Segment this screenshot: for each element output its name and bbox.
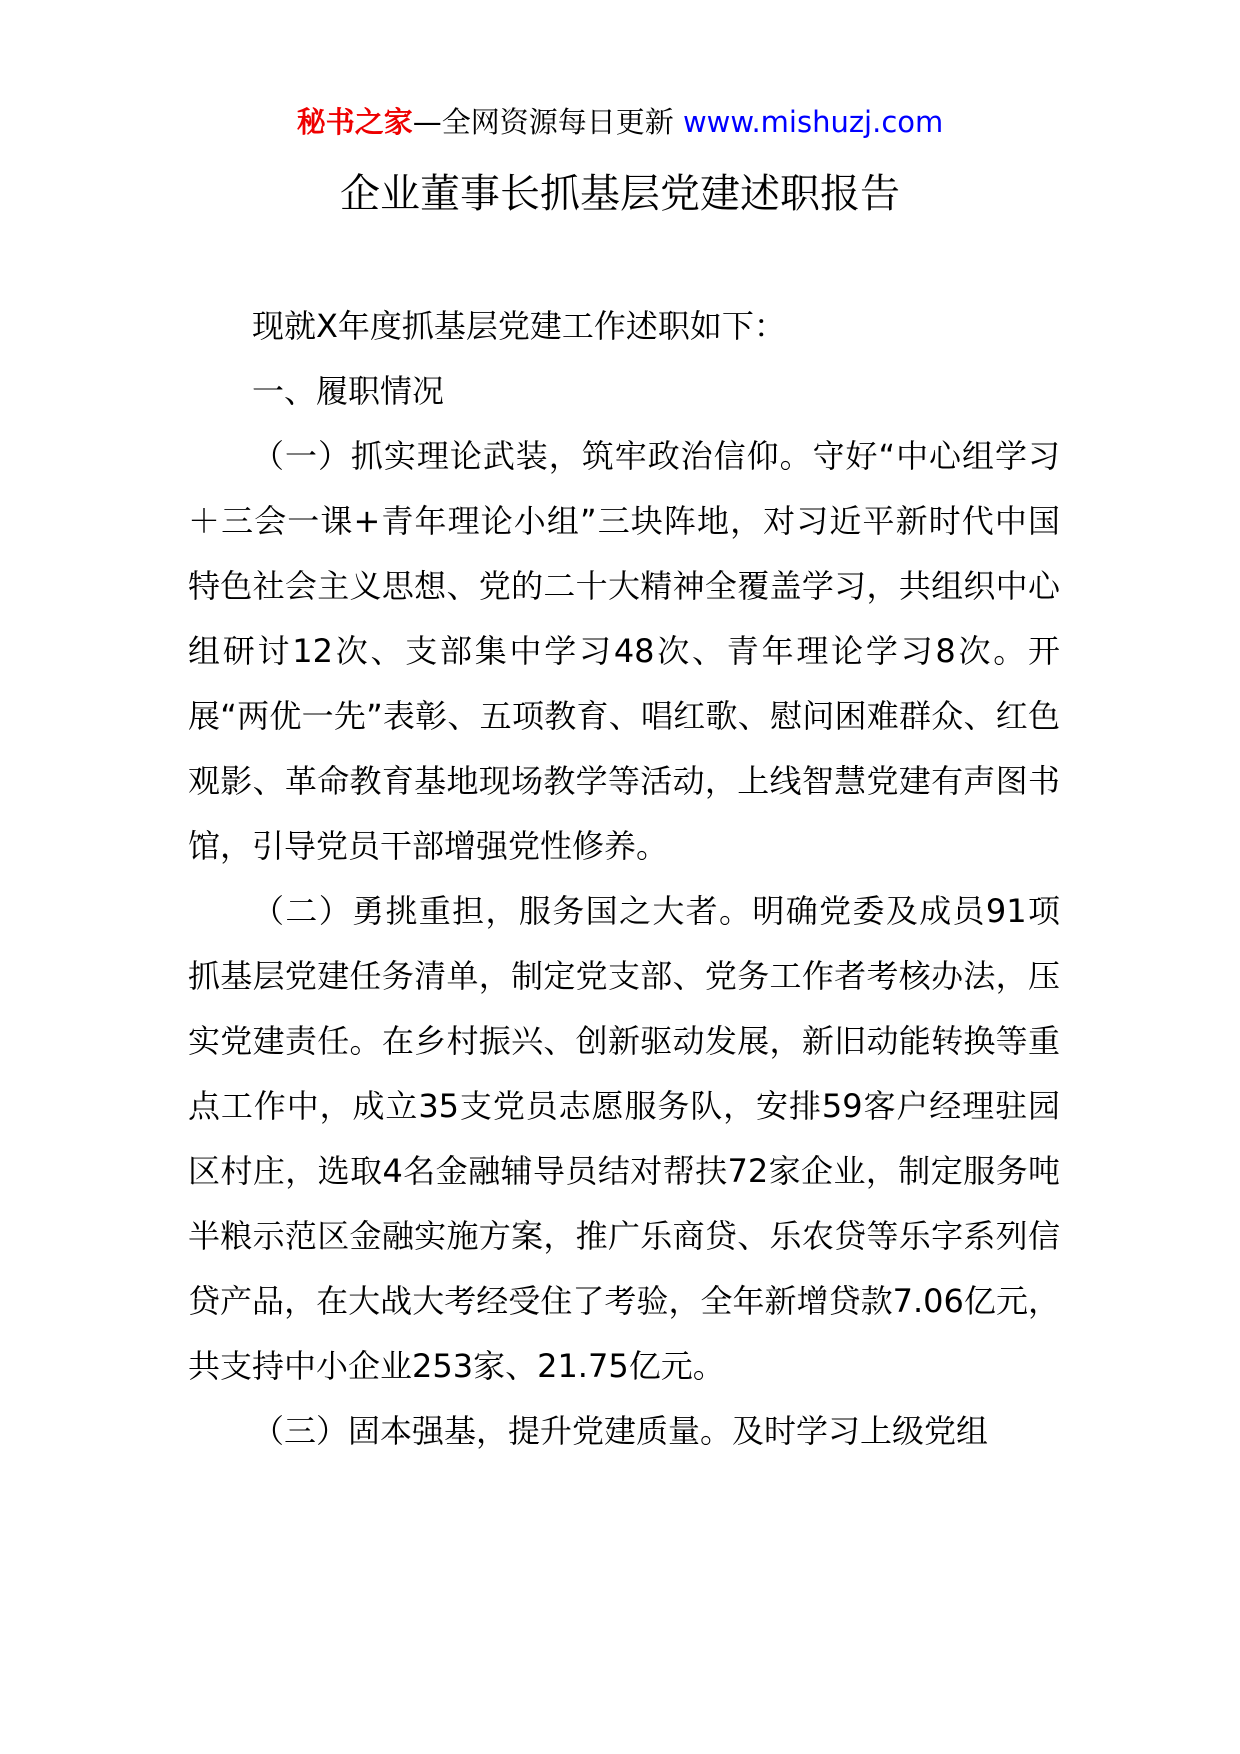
section-heading: 一、履职情况 xyxy=(252,372,445,410)
document-title: 企业董事长抓基层党建述职报告 xyxy=(340,171,900,217)
body-paragraph: （三）固本强基，提升党建质量。及时学习上级党组 xyxy=(252,1412,989,1450)
site-tagline: —全网资源每日更新 xyxy=(412,105,674,139)
document-body xyxy=(188,294,1060,1464)
site-brand: 秘书之家 xyxy=(296,105,413,139)
site-header xyxy=(0,102,1240,142)
intro-paragraph: 现就X年度抓基层党建工作述职如下： xyxy=(252,307,786,345)
site-url-link[interactable]: www.mishuzj.com xyxy=(682,105,944,139)
body-paragraph: （二）勇挑重担，服务国之大者。明确党委及成员91项抓基层党建任务清单，制定党支部、党务工作者考核办法，压实党建责任。在乡村振兴、创新驱动发展，新旧动能转换等重点工作中，成立35支党员志愿服务队，安排59客户经理驻园区村庄，选取4名金融辅导员结对帮扶72家企业，制定服务吨半粮示范区金融实施方案，推广乐商贷、乐农贷等乐字系列信贷产品，在大战大考经受住了考验，全年新增贷款7.06亿元，共支持中小企业253家、21.75亿元。 xyxy=(188,892,1060,1385)
body-paragraph: （一）抓实理论武装，筑牢政治信仰。守好“中心组学习＋三会一课+青年理论小组”三块阵地，对习近平新时代中国特色社会主义思想、党的二十大精神全覆盖学习，共组织中心组研讨12次、支部集中学习48次、青年理论学习8次。开展“两优一先”表彰、五项教育、唱红歌、慰问困难群众、红色观影、革命教育基地现场教学等活动，上线智慧党建有声图书馆，引导党员干部增强党性修养。 xyxy=(188,437,1060,865)
